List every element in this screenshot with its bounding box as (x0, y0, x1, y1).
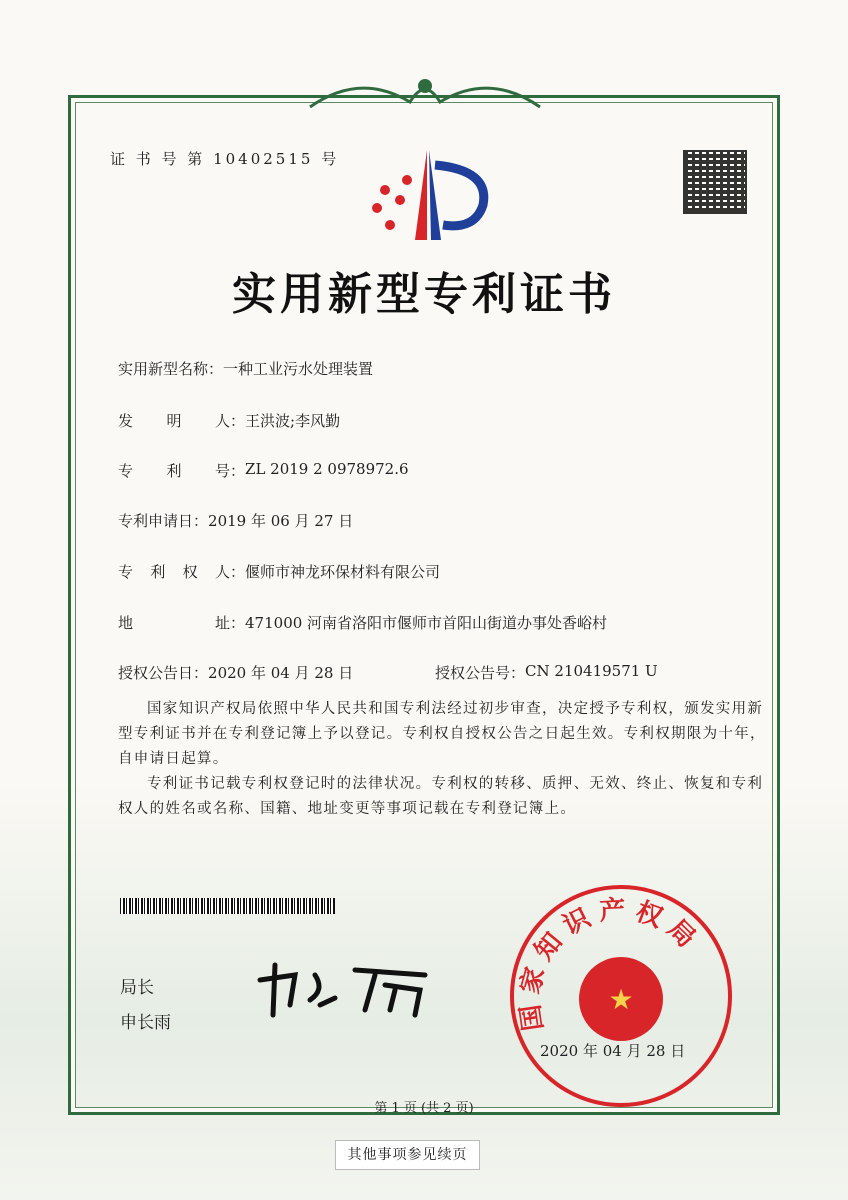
field-inventor: 发明人 ： 王洪波;李风勤 (118, 412, 341, 430)
official-seal (510, 885, 732, 1107)
page-title: 实用新型专利证书 (232, 269, 616, 320)
cnipa-logo (365, 150, 490, 245)
certificate-number: 证 书 号 第 10402515 号 (110, 150, 340, 168)
field-grant-number: 授权公告号 ： CN 210419571 U (435, 662, 658, 682)
field-value: 2020 年 04 月 28 日 (208, 664, 354, 682)
field-label: 专利权人 (118, 563, 230, 581)
field-label: 发明人 (118, 412, 230, 430)
signature (255, 960, 435, 1020)
field-label: 授权公告日 (118, 664, 194, 682)
svg-text:★: ★ (608, 983, 634, 1016)
field-patent-number: 专利号 ： ZL 2019 2 0978972.6 (118, 460, 409, 480)
signer-title: 局长 (120, 978, 154, 998)
seal-date: 2020 年 04 月 28 日 (540, 1042, 686, 1060)
page-info: 第 1 页 (共 2 页) (374, 1101, 474, 1116)
field-label: 地址 (118, 614, 230, 632)
field-label: 实用新型名称 (118, 360, 209, 378)
field-value: 471000 河南省洛阳市偃师市首阳山街道办事处香峪村 (245, 614, 608, 632)
field-value: 王洪波;李风勤 (245, 412, 341, 430)
field-value: 偃师市神龙环保材料有限公司 (245, 563, 441, 581)
field-name: 实用新型名称 ： 一种工业污水处理装置 (118, 360, 374, 378)
seal-text: 国家知识产权局 (514, 895, 707, 1033)
field-value: 2019 年 06 月 27 日 (208, 512, 354, 530)
field-address: 地址 ： 471000 河南省洛阳市偃师市首阳山街道办事处香峪村 (118, 614, 608, 632)
paragraph-2: 专利证书记载专利权登记时的法律状况。专利权的转移、质押、无效、终止、恢复和专利权人的姓名或名称、国籍、地址变更等事项记载在专利登记簿上。 (118, 776, 764, 817)
field-label: 授权公告号 (435, 664, 511, 682)
field-label: 专利号 (118, 462, 230, 480)
continued-note: 其他事项参见续页 (335, 1140, 480, 1170)
paragraph-1: 国家知识产权局依照中华人民共和国专利法经过初步审查，决定授予专利权，颁发实用新型专利证书并在专利登记簿上予以登记。专利权自授权公告之日起生效。专利权期限为十年，自申请日起算。 (118, 701, 766, 767)
field-patentee: 专利权人 ： 偃师市神龙环保材料有限公司 (118, 563, 441, 581)
field-value: CN 210419571 U (525, 662, 658, 680)
field-value: 一种工业污水处理装置 (223, 360, 374, 378)
ornament-top (300, 72, 550, 112)
field-grant-date: 授权公告日 ： 2020 年 04 月 28 日 (118, 664, 354, 682)
qr-code (683, 150, 747, 214)
signer-name: 申长雨 (120, 1013, 171, 1033)
field-filing-date: 专利申请日 ： 2019 年 06 月 27 日 (118, 512, 354, 530)
field-value: ZL 2019 2 0978972.6 (245, 460, 409, 478)
barcode (120, 898, 335, 914)
field-label: 专利申请日 (118, 512, 194, 530)
